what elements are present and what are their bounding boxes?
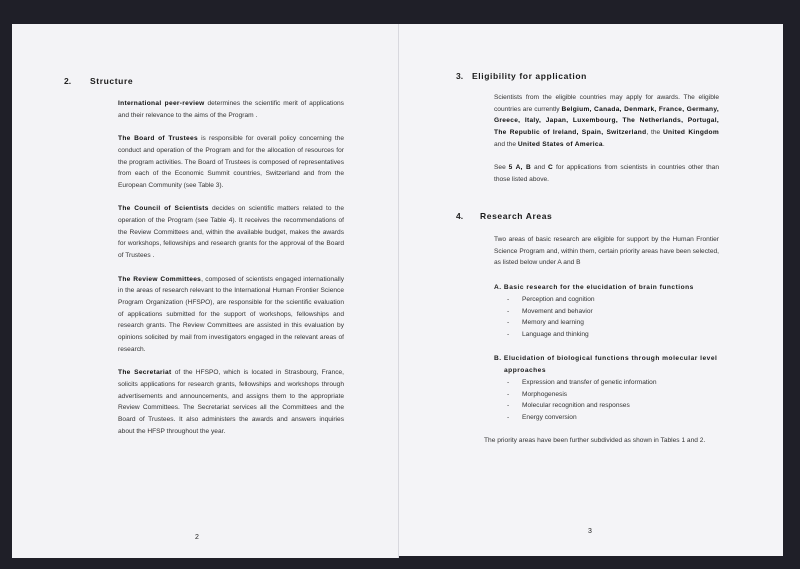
paragraph: The Council of Scientists decides on scientific matters related to the operation of the Program (see Table 4). It receives the recommendations of the Review Committees and, within the available budget, makes the awards for workshops, fellowships and research grants for the approval of the Board of Trustees .	[118, 205, 344, 260]
paragraph: Scientists from the eligible countries may apply for awards. The eligible countries are currently Belgium, Canada, Denmark, France, Germany, Greece, Italy, Japan, Luxembourg, The Netherlands, Portugal, The Republic of Ireland, Spain, Switzerland, the United Kingdom and the United States of America.	[494, 94, 719, 148]
list-item: - Perception and cognition	[507, 296, 595, 303]
list-item: - Morphogenesis	[507, 390, 568, 398]
structure-body	[118, 98, 344, 449]
closing-text: The priority areas have been further subdivided as shown in Tables 1 and 2.	[484, 437, 706, 444]
list-item: - Molecular recognition and responses	[507, 402, 630, 410]
section-title: Eligibility for application	[472, 71, 587, 81]
paragraph: The Secretariat of the HFSPO, which is located in Strasbourg, France, solicits applications for research grants, fellowships and workshops through advertisements and announcements, and assigns them to the appropriate Review Committees. The Secretariat services all the Committees and the Board of Trustees. It also administers the awards and answers inquiries about the HFSP throughout the year.	[118, 369, 344, 435]
area-a-title: A. Basic research for the elucidation of brain functions	[494, 284, 694, 291]
section-number: 4.	[456, 211, 464, 221]
section-title: Research Areas	[480, 211, 553, 221]
section-number: 3.	[456, 71, 464, 81]
paragraph: International peer-review determines the scientific merit of applications and their relevance to the aims of the Program .	[118, 100, 344, 119]
section-number: 2.	[64, 76, 72, 86]
list-item: - Expression and transfer of genetic information	[507, 379, 657, 386]
paragraph: See 5 A, B and C for applications from scientists in countries other than those listed above.	[494, 164, 719, 183]
area-b	[494, 353, 734, 424]
paragraph: The Review Committees, composed of scientists engaged internationally in the areas of research relevant to the International Human Frontier Science Program Organization (HFSPO), are responsible for the scientific evaluation of applications submitted for the support of workshops, fellowships and research grants. The Review Committees are assisted in this evaluation by opinions solicited by mail from investigators engaged in the relevant areas of research.	[118, 275, 344, 353]
page-gutter	[398, 24, 399, 558]
page-number: 2	[195, 534, 199, 541]
list-item: - Memory and learning	[507, 319, 584, 327]
section-title: Structure	[90, 76, 134, 86]
eligibility-body	[494, 92, 719, 197]
list-item: - Language and thinking	[507, 331, 589, 339]
list-item: - Energy conversion	[507, 414, 577, 422]
area-a	[494, 282, 734, 341]
list-item: - Movement and behavior	[507, 307, 593, 315]
page-number: 3	[588, 528, 592, 535]
area-b-title: B. Elucidation of biological functions through molecular level	[494, 355, 718, 362]
paragraph: The Board of Trustees is responsible for overall policy concerning the conduct and operation of the Program and for the allocation of resources for the program activities. The Board of Trustees is composed of representatives from each of the Economic Summit countries, Switzerland and from the European Community (see Table 3).	[118, 135, 344, 189]
area-b-title-cont: approaches	[504, 367, 547, 374]
research-intro: Two areas of basic research are eligible for support by the Human Frontier Science Program and, within them, certain priority areas have been selected, as listed below under A and B	[494, 236, 719, 267]
